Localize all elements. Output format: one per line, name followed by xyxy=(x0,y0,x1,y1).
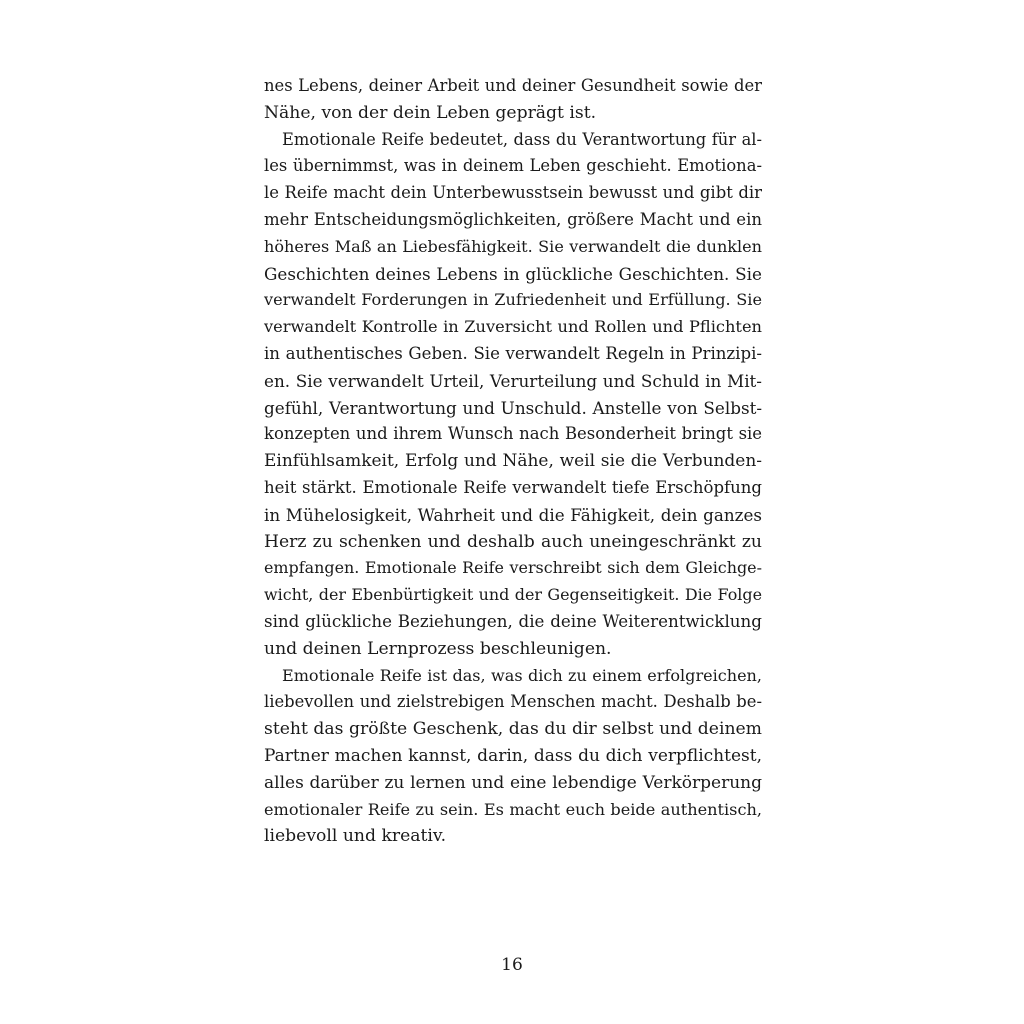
text-line: steht das größte Geschenk, das du dir selbst und deinem xyxy=(264,719,762,740)
text-line: emotionaler Reife zu sein. Es macht euch beide authentisch, xyxy=(264,799,762,819)
text-line: verwandelt Kontrolle in Zuversicht und Rollen und Pflichten xyxy=(264,317,762,337)
body-text xyxy=(264,73,762,850)
text-line: in authentisches Geben. Sie verwandelt Regeln in Prinzipi- xyxy=(264,343,762,363)
text-line: heit stärkt. Emotionale Reife verwandelt tiefe Erschöpfung xyxy=(264,477,762,497)
text-line: verwandelt Forderungen in Zufriedenheit und Erfüllung. Sie xyxy=(264,290,762,310)
text-line: Nähe, von der dein Leben geprägt ist. xyxy=(264,102,597,123)
text-line: Geschichten deines Lebens in glückliche Geschichten. Sie xyxy=(264,263,762,284)
page-number: 16 xyxy=(501,955,523,975)
paragraph xyxy=(264,73,762,127)
text-line: nes Lebens, deiner Arbeit und deiner Gesundheit sowie der xyxy=(264,76,762,95)
text-line: höheres Maß an Liebesfähigkeit. Sie verwandelt die dunklen xyxy=(264,236,762,256)
text-line: wicht, der Ebenbürtigkeit und der Gegenseitigkeit. Die Folge xyxy=(264,585,762,605)
text-line: sind glückliche Beziehungen, die deine Weiterentwicklung xyxy=(264,611,762,631)
text-line: le Reife macht dein Unterbewusstsein bewusst und gibt dir xyxy=(264,183,762,203)
text-line: liebevollen und zielstrebigen Menschen macht. Deshalb be- xyxy=(264,692,762,712)
paragraph xyxy=(264,663,762,851)
text-line: les übernimmst, was in deinem Leben geschieht. Emotiona- xyxy=(264,156,762,176)
text-line: alles darüber zu lernen und eine lebendige Verkörperung xyxy=(264,772,762,793)
text-line: empfangen. Emotionale Reife verschreibt sich dem Gleichge- xyxy=(264,558,762,578)
text-line: Emotionale Reife ist das, was dich zu einem erfolgreichen, xyxy=(282,665,762,685)
text-line: mehr Entscheidungsmöglichkeiten, größere Macht und ein xyxy=(264,209,762,229)
text-line: liebevoll und kreativ. xyxy=(264,826,447,847)
text-line: gefühl, Verantwortung und Unschuld. Anstelle von Selbst- xyxy=(264,397,762,418)
text-line: Emotionale Reife bedeutet, dass du Verantwortung für al- xyxy=(282,129,762,149)
text-line: Partner machen kannst, darin, dass du dich verpflichtest, xyxy=(264,745,762,766)
text-line: konzepten und ihrem Wunsch nach Besonderheit bringt sie xyxy=(264,424,762,444)
text-line: Einfühlsamkeit, Erfolg und Nähe, weil sie die Verbunden- xyxy=(264,451,762,472)
text-line: in Mühelosigkeit, Wahrheit und die Fähigkeit, dein ganzes xyxy=(264,504,762,525)
paragraph xyxy=(264,127,762,663)
text-line: Herz zu schenken und deshalb auch uneingeschränkt zu xyxy=(264,531,762,552)
text-line: und deinen Lernprozess beschleunigen. xyxy=(264,638,612,659)
text-line: en. Sie verwandelt Urteil, Verurteilung und Schuld in Mit- xyxy=(264,370,762,391)
